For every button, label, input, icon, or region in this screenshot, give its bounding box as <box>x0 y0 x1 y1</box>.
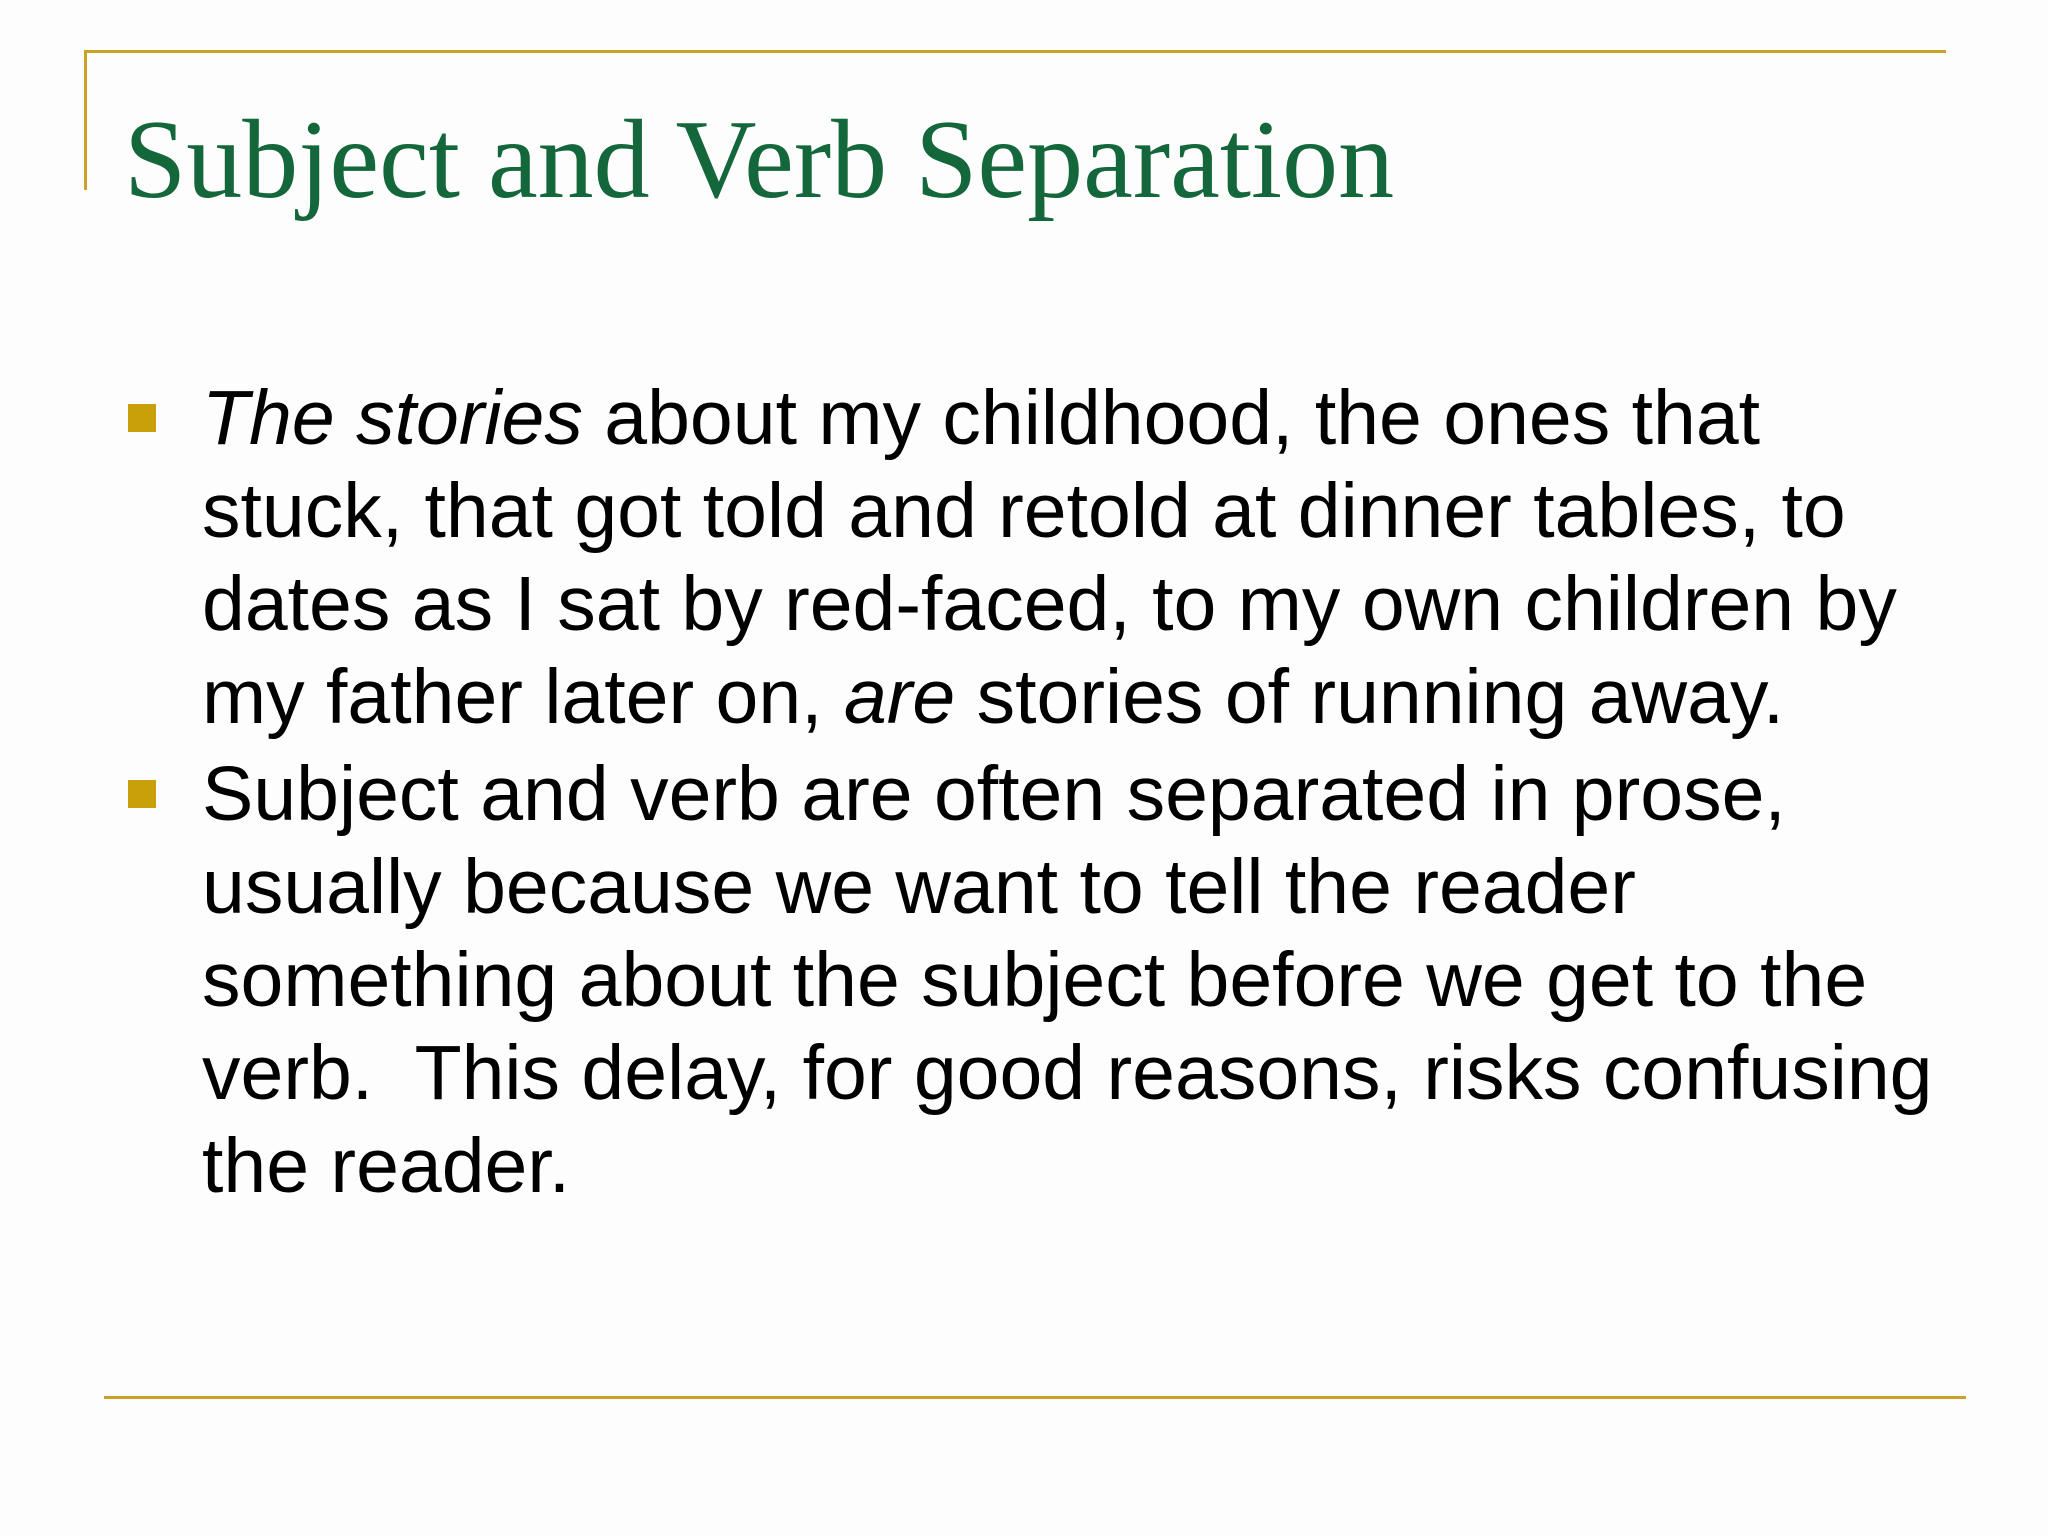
slide-title: Subject and Verb Separation <box>124 98 1395 222</box>
bullet-1-verb: are <box>843 654 956 740</box>
bullet-1-subject: The stories <box>202 375 583 461</box>
square-bullet-icon <box>128 404 156 432</box>
square-bullet-icon <box>128 780 156 808</box>
bullet-2-text: Subject and verb are often separated in prose, usually because we want to tell the reader something about the subject before we get to the verb. This delay, for good reasons, risks confusing the reader. <box>202 751 1954 1209</box>
bullet-1-text-1: about my childhood, the ones that stuck, that got told and retold at dinner tables, to dates as I sat by red-faced, to my own children by my father later on, <box>202 375 1897 740</box>
bullet-list <box>124 372 1964 1217</box>
left-rule <box>84 50 87 190</box>
bottom-rule <box>104 1396 1966 1399</box>
top-rule <box>84 50 1946 53</box>
bullet-item-1 <box>124 372 1964 744</box>
bullet-1-text-2: stories of running away. <box>955 654 1785 740</box>
bullet-item-2 <box>124 748 1964 1213</box>
